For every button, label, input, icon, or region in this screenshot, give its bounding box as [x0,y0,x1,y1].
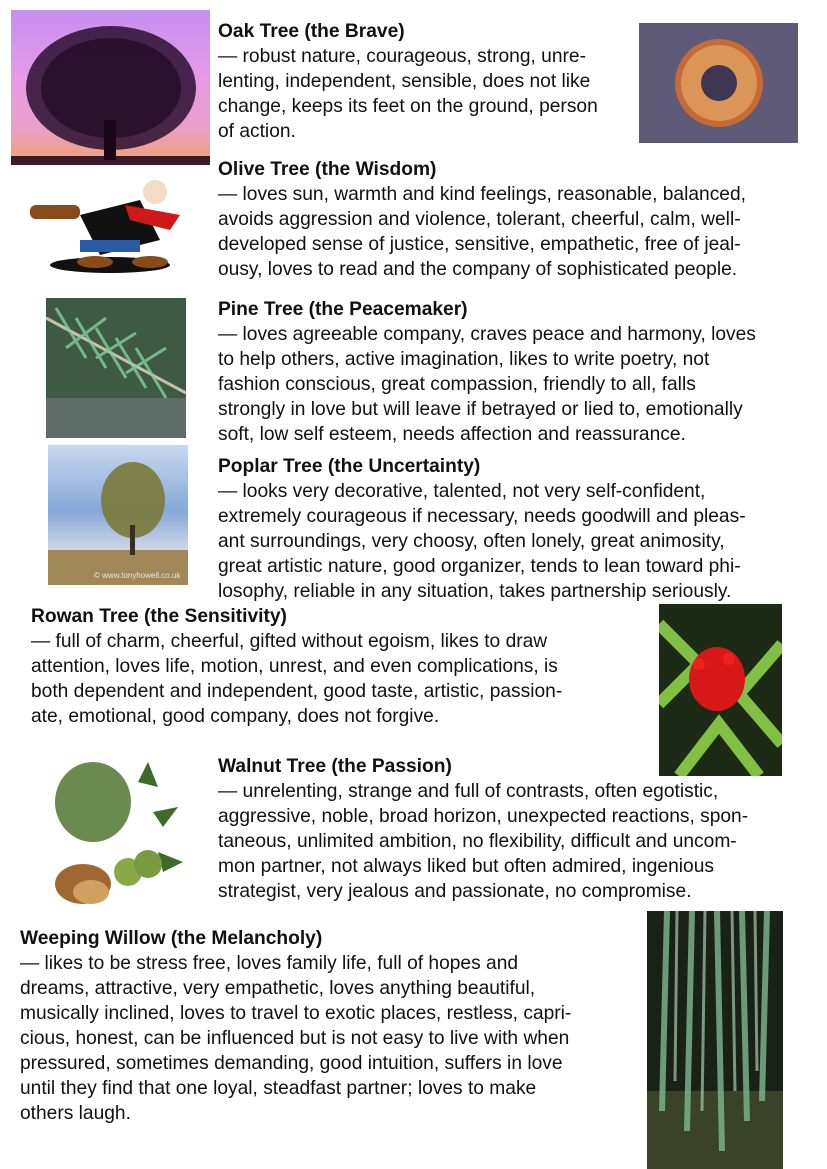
entry-text-line: fashion conscious, great compassion, friendly to all, falls [218,374,696,395]
entry-text-line: ant surroundings, very choosy, often lonely, great animosity, [218,531,725,552]
entry-text-line: lenting, independent, sensible, does not like [218,71,591,92]
entry-title: Olive Tree (the Wisdom) [218,159,437,180]
entry-rowan [31,604,562,729]
walnut-illustration-image [53,752,188,912]
entry-text-line: of action. [218,121,296,142]
entry-text-line: extremely courageous if necessary, needs goodwill and pleas- [218,506,746,527]
leaf-wreath-image [639,23,798,143]
entry-text-line: pressured, sometimes demanding, good intuition, suffers in love [20,1053,563,1074]
entry-title: Oak Tree (the Brave) [218,21,405,42]
entry-text-line: taneous, unlimited ambition, no flexibility, difficult and uncom- [218,831,737,852]
entry-title: Weeping Willow (the Melancholy) [20,928,323,949]
entry-text-line: strongly in love but will leave if betrayed or lied to, emotionally [218,399,743,420]
entry-text-line: — unrelenting, strange and full of contrasts, often egotistic, [218,781,719,802]
entry-title: Pine Tree (the Peacemaker) [218,299,468,320]
entry-text-line: — full of charm, cheerful, gifted without egoism, likes to draw [31,631,548,652]
entry-text-line: cious, honest, can be influenced but is not easy to live with when [20,1028,570,1049]
entry-text-line: dreams, attractive, very empathetic, loves anything beautiful, [20,978,536,999]
rowan-berries-image [659,604,782,776]
poplar-tree-image [48,445,188,585]
entry-text-line: — loves agreeable company, craves peace and harmony, loves [218,324,756,345]
entry-text-line: attention, loves life, motion, unrest, and even complications, is [31,656,558,677]
entry-walnut [218,754,748,904]
pine-branch-image [46,298,186,438]
entry-text-line: — likes to be stress free, loves family life, full of hopes and [20,953,519,974]
entry-text-line: developed sense of justice, sensitive, empathetic, free of jeal- [218,234,741,255]
entry-text-line: losophy, reliable in any situation, takes partnership seriously. [218,581,732,602]
entry-text-line: soft, low self esteem, needs affection and reassurance. [218,424,686,445]
entry-title: Rowan Tree (the Sensitivity) [31,606,287,627]
entry-text-line: — looks very decorative, talented, not very self-confident, [218,481,706,502]
entry-text-line: to help others, active imagination, likes to write poetry, not [218,349,710,370]
entry-text-line: others laugh. [20,1103,131,1124]
popeye-cartoon-image [20,170,200,287]
entry-text-line: — robust nature, courageous, strong, unre- [218,46,586,67]
weeping-willow-image [647,911,783,1169]
entry-weeping-willow [20,926,571,1126]
entry-text-line: mon partner, not always liked but often admired, ingenious [218,856,714,877]
popeye-copyright [60,280,61,285]
entry-text-line: until they find that one loyal, steadfast partner; loves to make [20,1078,537,1099]
entry-text-line: both dependent and independent, good taste, artistic, passion- [31,681,563,702]
entry-olive [218,157,746,282]
entry-text-line: strategist, very jealous and passionate, no compromise. [218,881,692,902]
entry-text-line: ate, emotional, good company, does not forgive. [31,706,440,727]
entry-poplar [218,454,746,604]
entry-title: Poplar Tree (the Uncertainty) [218,456,481,477]
entry-text-line: change, keeps its feet on the ground, person [218,96,598,117]
entry-text-line: — loves sun, warmth and kind feelings, reasonable, balanced, [218,184,746,205]
entry-text-line: avoids aggression and violence, tolerant, cheerful, calm, well- [218,209,741,230]
poplar-image-credit: © www.tonyhowell.co.uk [94,571,181,580]
entry-oak [218,19,598,144]
oak-silhouette-image [11,10,210,165]
entry-text-line: great artistic nature, good organizer, tends to lean toward phi- [218,556,741,577]
entry-text-line: aggressive, noble, broad horizon, unexpected reactions, spon- [218,806,749,827]
entry-title: Walnut Tree (the Passion) [218,756,452,777]
entry-text-line: ousy, loves to read and the company of sophisticated people. [218,259,738,280]
entry-text-line: musically inclined, loves to travel to exotic places, restless, capri- [20,1003,572,1024]
entry-pine [218,297,756,447]
